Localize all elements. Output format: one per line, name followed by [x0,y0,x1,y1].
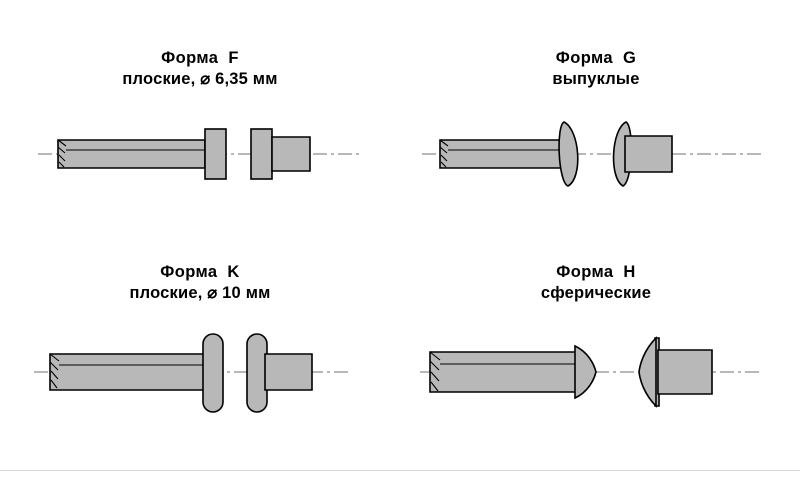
drawing-forma-g [412,104,780,204]
caption-forma-g [412,48,780,90]
bottom-divider [0,470,800,471]
rivet-g-svg [412,104,780,204]
rivet-body-right [265,354,312,390]
caption-subtitle: сферические [540,284,652,303]
rivet-shank [50,354,205,390]
rivet-head-flat-right [247,334,267,412]
caption-subtitle: выпуклые [552,70,640,89]
caption-forma-k [20,262,380,304]
rivet-head-flat-right [251,129,272,179]
figure-forma-k [20,262,380,442]
drawing-forma-k [20,320,380,430]
figure-forma-f [20,48,380,208]
rivet-head-convex-left [559,122,578,186]
rivet-k-svg [20,320,380,430]
rivet-head-spherical-right [639,338,656,406]
rivet-body-right [658,350,712,394]
rivet-shank [430,352,580,392]
caption-subtitle: плоские, ⌀ 10 мм [129,284,271,303]
rivet-body-right [625,136,672,172]
caption-title: Форма F [161,49,239,67]
caption-title: Форма H [556,263,636,281]
rivet-f-svg [20,104,380,204]
caption-forma-f [20,48,380,90]
rivet-h-svg [412,320,780,430]
drawing-forma-h [412,320,780,430]
rivet-head-flat-left [205,129,226,179]
caption-title: Форма G [555,49,637,67]
rivet-body-right [272,137,310,171]
figure-forma-h [412,262,780,442]
caption-forma-h [412,262,780,304]
caption-subtitle: плоские, ⌀ 6,35 мм [122,70,278,89]
rivet-shank [58,140,205,168]
caption-title: Форма K [160,263,240,281]
rivet-head-spherical-left [575,346,596,398]
figure-forma-g [412,48,780,208]
rivet-shank [440,140,567,168]
rivet-head-flat-left [203,334,223,412]
drawing-forma-f [20,104,380,204]
